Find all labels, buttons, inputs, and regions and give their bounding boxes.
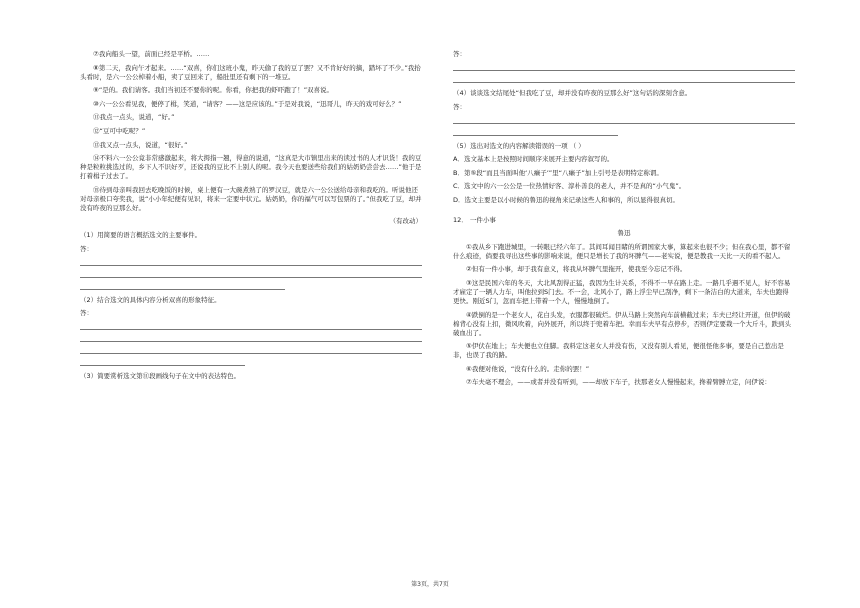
answer-line (80, 341, 422, 342)
story-paragraph-1: ①我从乡下跑进城里，一转眼已经六年了。其间耳闻目睹的所谓国家大事，算起来也很不少；但在我心里，都不留什么痕迹，倘要我寻出这些事的影响来说，便只是增长了我的坏脾气——老实说，便是教我一天比一天的看不起人。 (453, 242, 791, 260)
question-1: （1）用简要的语言概括选文的主要事件。 (80, 230, 202, 239)
option-d: D．选文主要是以小时候的鲁迅的视角来记录这些人和事的，所以显得很真切。 (453, 195, 680, 204)
question-12-title: 12． 一件小事 (453, 215, 496, 224)
option-c: C．选文中的六一公公是一位热情好客、淳朴善良的老人，并不是真的“小气鬼”。 (453, 182, 686, 191)
question-3: （3）简要赏析选文第⑪段画线句子在文中的表达特色。 (80, 372, 241, 381)
paragraph-10: ⑩六一公公看见我，便停了楫，笑道，“请客？——这是应该的。”于是对我说，“迅哥儿，昨天的戏可好么？” (93, 99, 402, 108)
option-b: B．第⑤段“而且当面叫他‘八癞子’”里“八癞子”加上引号是表明特定称谓。 (453, 168, 663, 177)
paragraph-9: ⑨“是的。我们请客。我们当初还不要你的呢。你看，你把我的虾吓跑了！”双喜说。 (93, 86, 334, 95)
paragraph-11: ⑪我点一点头，说道，“好。” (93, 113, 175, 122)
paragraph-14: ⑭不料六一公公竟非常感激起来，将大拇指一翘，得意的说道，“这真是大市镇里出来的读过书的人才识货！我的豆种是粒粒挑选过的，乡下人不识好歹，还说我的豆比不上别人的呢。我今天也要送些给我们的姑奶奶尝尝去……”他于是打着楫子过去了。 (80, 154, 422, 181)
story-paragraph-2: ②但有一件小事，却于我有意义，将我从坏脾气里拖开，使我至今忘记不得。 (466, 265, 687, 274)
page-number: 第3页，共7页 (411, 581, 449, 588)
answer-line (80, 265, 422, 266)
paragraph-13: ⑬我又点一点头，说道，“很好。” (93, 140, 188, 149)
paragraph-7: ⑦我向船头一望，前面已经是平桥。…… (93, 50, 210, 58)
paragraph-8: ⑧第二天，我向午才起来。……“双喜，你们这班小鬼，昨天偷了我的豆了罢？又不肯好好的摘，踏坏了不少。”我抬头看时，是六一公公棹着小船，卖了豆回来了，船肚里还有剩下的一堆豆。 (80, 63, 421, 81)
paragraph-12: ⑫“豆可中吃呢？” (93, 126, 146, 135)
story-paragraph-4: ④跌倒的是一个老女人，花白头发，衣服都很破烂。伊从马路上突然向车前横截过来；车夫已经让开道，但伊的破棉背心没有上扣，微风吹着，向外展开，所以终于兜着车把。幸而车夫早有点停步，否则伊定要栽一个大斤斗，跌到头破血出了。 (453, 310, 791, 337)
question-4-answer-label: 答： (453, 102, 466, 111)
answer-line (453, 70, 795, 71)
answer-line (453, 123, 795, 124)
question-2-answer-label: 答： (80, 309, 93, 318)
option-a: A．选文基本上是按照时间顺序来展开主要内容叙写的。 (453, 155, 614, 164)
left-column (80, 50, 422, 386)
answer-line (80, 277, 422, 278)
answer-line (80, 353, 422, 354)
story-paragraph-3: ③这是民国六年的冬天，大北风刮得正猛，我因为生计关系，不得不一早在路上走。一路几乎遇不见人，好不容易才雇定了一辆人力车，叫他拉到S门去。不一会，北风小了，路上浮尘早已刮净，剩下一条洁白的大道来，车夫也跑得更快。刚近S门，忽而车把上带着一个人，慢慢地倒了。 (453, 278, 791, 305)
answer-line (80, 329, 422, 330)
story-paragraph-5: ⑤伊伏在地上；车夫便也立住脚。我料定这老女人并没有伤，又没有别人看见，便很怪他多事，要是自己惹出是非，也误了我的路。 (453, 342, 784, 360)
question-4: （4）谈谈选文结尾处“但我吃了豆，却并没有昨夜的豆那么好”这句话的深刻含意。 (453, 89, 692, 97)
story-paragraph-7: ⑦车夫毫不理会，——或者并没有听到，——却放下车子，扶那老女人慢慢起来，搀着臂膊立定，问伊说： (466, 378, 771, 387)
question-1-answer-label: 答： (80, 244, 93, 253)
question-3-answer-label: 答： (453, 50, 466, 58)
source-note: （有改动） (389, 217, 422, 226)
paragraph-15: ⑮待到母亲叫我回去吃晚饭的时候，桌上便有一大碗煮熟了的罗汉豆，就是六一公公送给母亲和我吃的。听说他还对母亲极口夸奖我，说“小小年纪便有见识，将来一定要中状元。姑奶奶，你的福气可以写包票的了。”但我吃了豆，却并没有昨夜的豆那么好。 (80, 185, 422, 212)
author: 鲁迅 (617, 229, 631, 238)
question-5: （5）选出对选文的内容解读错误的一项 （ ） (453, 141, 585, 150)
right-column (453, 50, 795, 392)
story-paragraph-6: ⑥我便对他说，“没有什么的。走你的罢！” (466, 364, 590, 373)
question-2: （2）结合选文的具体内容分析双喜的形象特征。 (80, 295, 221, 304)
